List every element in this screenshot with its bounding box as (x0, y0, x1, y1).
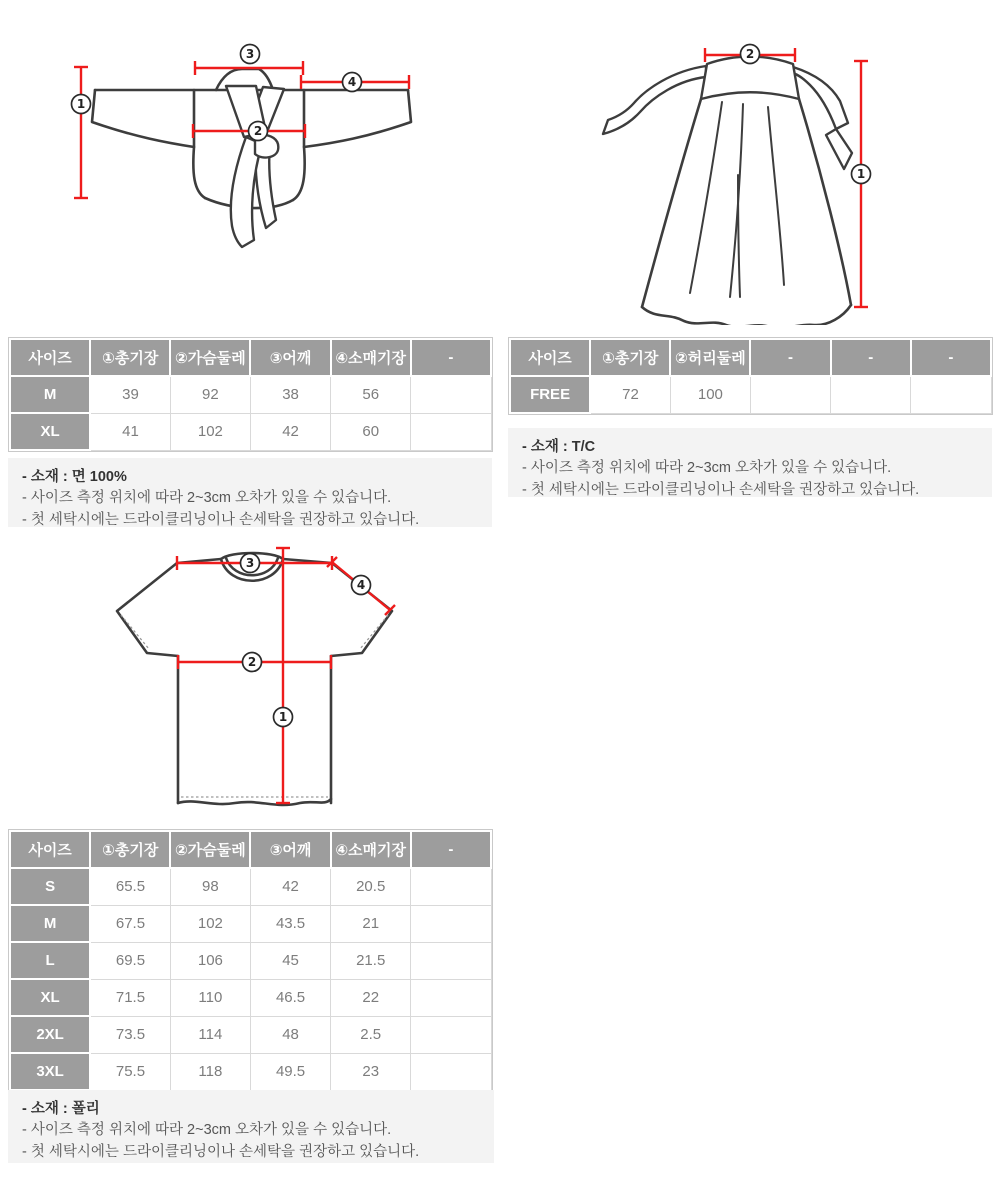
note-line: - 첫 세탁시에는 드라이클리닝이나 손세탁을 권장하고 있습니다. (22, 1143, 420, 1160)
table-row (10, 942, 491, 979)
size-label-cell: M (10, 905, 90, 942)
column-header: - (750, 339, 830, 376)
column-header: ①총기장 (90, 831, 170, 868)
measurement-cell: 100 (670, 376, 750, 413)
svg-text:1: 1 (856, 167, 866, 181)
measurement-cell (750, 376, 830, 413)
tshirt-size-table (8, 829, 493, 1092)
measurement-cell: 67.5 (90, 905, 170, 942)
measure-marker-1 (274, 708, 293, 727)
measurement-cell: 45 (250, 942, 330, 979)
measurement-cell: 72 (590, 376, 670, 413)
table-row (510, 376, 991, 413)
material-note: - 소재 : 폴리 (22, 1101, 100, 1117)
measurement-cell: 73.5 (90, 1016, 170, 1053)
note-line: - 사이즈 측정 위치에 따라 2~3cm 오차가 있을 수 있습니다. (22, 490, 392, 507)
svg-text:2: 2 (745, 47, 755, 61)
measurement-cell: 118 (170, 1053, 250, 1090)
measurement-cell: 21.5 (331, 942, 411, 979)
collar-and-ties (226, 86, 284, 247)
measure-marker-2 (243, 653, 262, 672)
size-table (9, 338, 492, 451)
stitching-detail (121, 615, 388, 797)
note-line: - 사이즈 측정 위치에 따라 2~3cm 오차가 있을 수 있습니다. (22, 1122, 392, 1139)
measurement-cell: 48 (250, 1016, 330, 1053)
garment-outline (603, 57, 852, 326)
measurement-cell (411, 1016, 491, 1053)
measure-marker-3 (241, 554, 260, 573)
svg-text:3: 3 (245, 47, 255, 61)
material-note: - 소재 : 면 100% (22, 469, 127, 485)
measurement-cell (411, 376, 491, 413)
column-header: ③어깨 (250, 831, 330, 868)
measure-marker-1 (852, 165, 871, 184)
measure-marker-2 (249, 122, 268, 141)
measurement-cell (411, 1053, 491, 1090)
measurement-cell: 69.5 (90, 942, 170, 979)
tshirt-diagram (95, 535, 415, 820)
measurement-cell (411, 868, 491, 905)
note-line: - 첫 세탁시에는 드라이클리닝이나 손세탁을 권장하고 있습니다. (22, 511, 420, 528)
measurement-cell: 92 (170, 376, 250, 413)
material-note: - 소재 : T/C (522, 439, 596, 455)
column-header: ④소매기장 (331, 339, 411, 376)
table-row (10, 868, 491, 905)
size-label-cell: XL (10, 413, 90, 450)
jeogori-diagram (50, 40, 470, 255)
measurement-cell: 42 (250, 413, 330, 450)
measurement-cell: 98 (170, 868, 250, 905)
measure-marker-3 (241, 45, 260, 64)
svg-text:1: 1 (278, 710, 288, 724)
measurement-cell (411, 979, 491, 1016)
column-header: ②가슴둘레 (170, 339, 250, 376)
column-header: ②허리둘레 (670, 339, 750, 376)
header-row (10, 339, 491, 376)
measurement-cell: 2.5 (331, 1016, 411, 1053)
svg-text:4: 4 (347, 75, 357, 89)
column-header: ①총기장 (590, 339, 670, 376)
measurement-cell: 110 (170, 979, 250, 1016)
column-header: - (411, 831, 491, 868)
measurement-cell: 22 (331, 979, 411, 1016)
svg-text:2: 2 (253, 124, 263, 138)
measurement-cell: 49.5 (250, 1053, 330, 1090)
size-label-cell: XL (10, 979, 90, 1016)
table-row (10, 979, 491, 1016)
size-label-cell: M (10, 376, 90, 413)
svg-text:2: 2 (247, 655, 257, 669)
size-label-cell: S (10, 868, 90, 905)
measurement-cell (411, 413, 491, 450)
measurement-cell: 21 (331, 905, 411, 942)
measurement-cell: 65.5 (90, 868, 170, 905)
measurement-cell: 56 (331, 376, 411, 413)
measurement-cell: 102 (170, 905, 250, 942)
column-header: 사이즈 (510, 339, 590, 376)
measurement-cell: 114 (170, 1016, 250, 1053)
jeogori-size-table (8, 337, 493, 452)
size-label-cell: 3XL (10, 1053, 90, 1090)
measurement-cell: 102 (170, 413, 250, 450)
header-row (10, 831, 491, 868)
measurement-cell: 39 (90, 376, 170, 413)
svg-text:1: 1 (76, 97, 86, 111)
measurement-cell: 20.5 (331, 868, 411, 905)
measure-marker-2 (741, 45, 760, 64)
column-header: ①총기장 (90, 339, 170, 376)
measurement-cell: 38 (250, 376, 330, 413)
measurement-cell: 23 (331, 1053, 411, 1090)
measurement-cell: 42 (250, 868, 330, 905)
table-row (10, 1053, 491, 1090)
column-header: ④소매기장 (331, 831, 411, 868)
column-header: - (831, 339, 911, 376)
measurement-cell (411, 905, 491, 942)
jeogori-care-note (8, 458, 492, 527)
size-label-cell: L (10, 942, 90, 979)
column-header: 사이즈 (10, 339, 90, 376)
measurement-cell: 41 (90, 413, 170, 450)
size-table (9, 830, 492, 1091)
size-label-cell: FREE (510, 376, 590, 413)
tshirt-care-note (8, 1090, 494, 1163)
table-row (10, 1016, 491, 1053)
size-label-cell: 2XL (10, 1016, 90, 1053)
measurement-cell: 46.5 (250, 979, 330, 1016)
measurement-cell: 75.5 (90, 1053, 170, 1090)
measure-marker-1 (72, 95, 91, 114)
column-header: ③어깨 (250, 339, 330, 376)
chima-care-note (508, 428, 992, 497)
note-line: - 사이즈 측정 위치에 따라 2~3cm 오차가 있을 수 있습니다. (522, 460, 892, 477)
column-header: ②가슴둘레 (170, 831, 250, 868)
chima-size-table (508, 337, 993, 415)
header-row (510, 339, 991, 376)
size-table (509, 338, 992, 414)
garment-outline (117, 553, 392, 805)
measurement-cell: 71.5 (90, 979, 170, 1016)
table-row (10, 905, 491, 942)
measurement-cell: 60 (331, 413, 411, 450)
chima-diagram (600, 35, 900, 325)
measurement-cell (831, 376, 911, 413)
measurement-cell (411, 942, 491, 979)
measurement-cell: 43.5 (250, 905, 330, 942)
note-line: - 첫 세탁시에는 드라이클리닝이나 손세탁을 권장하고 있습니다. (522, 481, 920, 498)
column-header: - (911, 339, 991, 376)
column-header: 사이즈 (10, 831, 90, 868)
measurement-cell (911, 376, 991, 413)
column-header: - (411, 339, 491, 376)
measure-marker-4 (343, 73, 362, 92)
measure-marker-4 (352, 576, 371, 595)
svg-text:3: 3 (245, 556, 255, 570)
measurement-cell: 106 (170, 942, 250, 979)
svg-text:4: 4 (356, 578, 366, 592)
table-row (10, 376, 491, 413)
table-row (10, 413, 491, 450)
